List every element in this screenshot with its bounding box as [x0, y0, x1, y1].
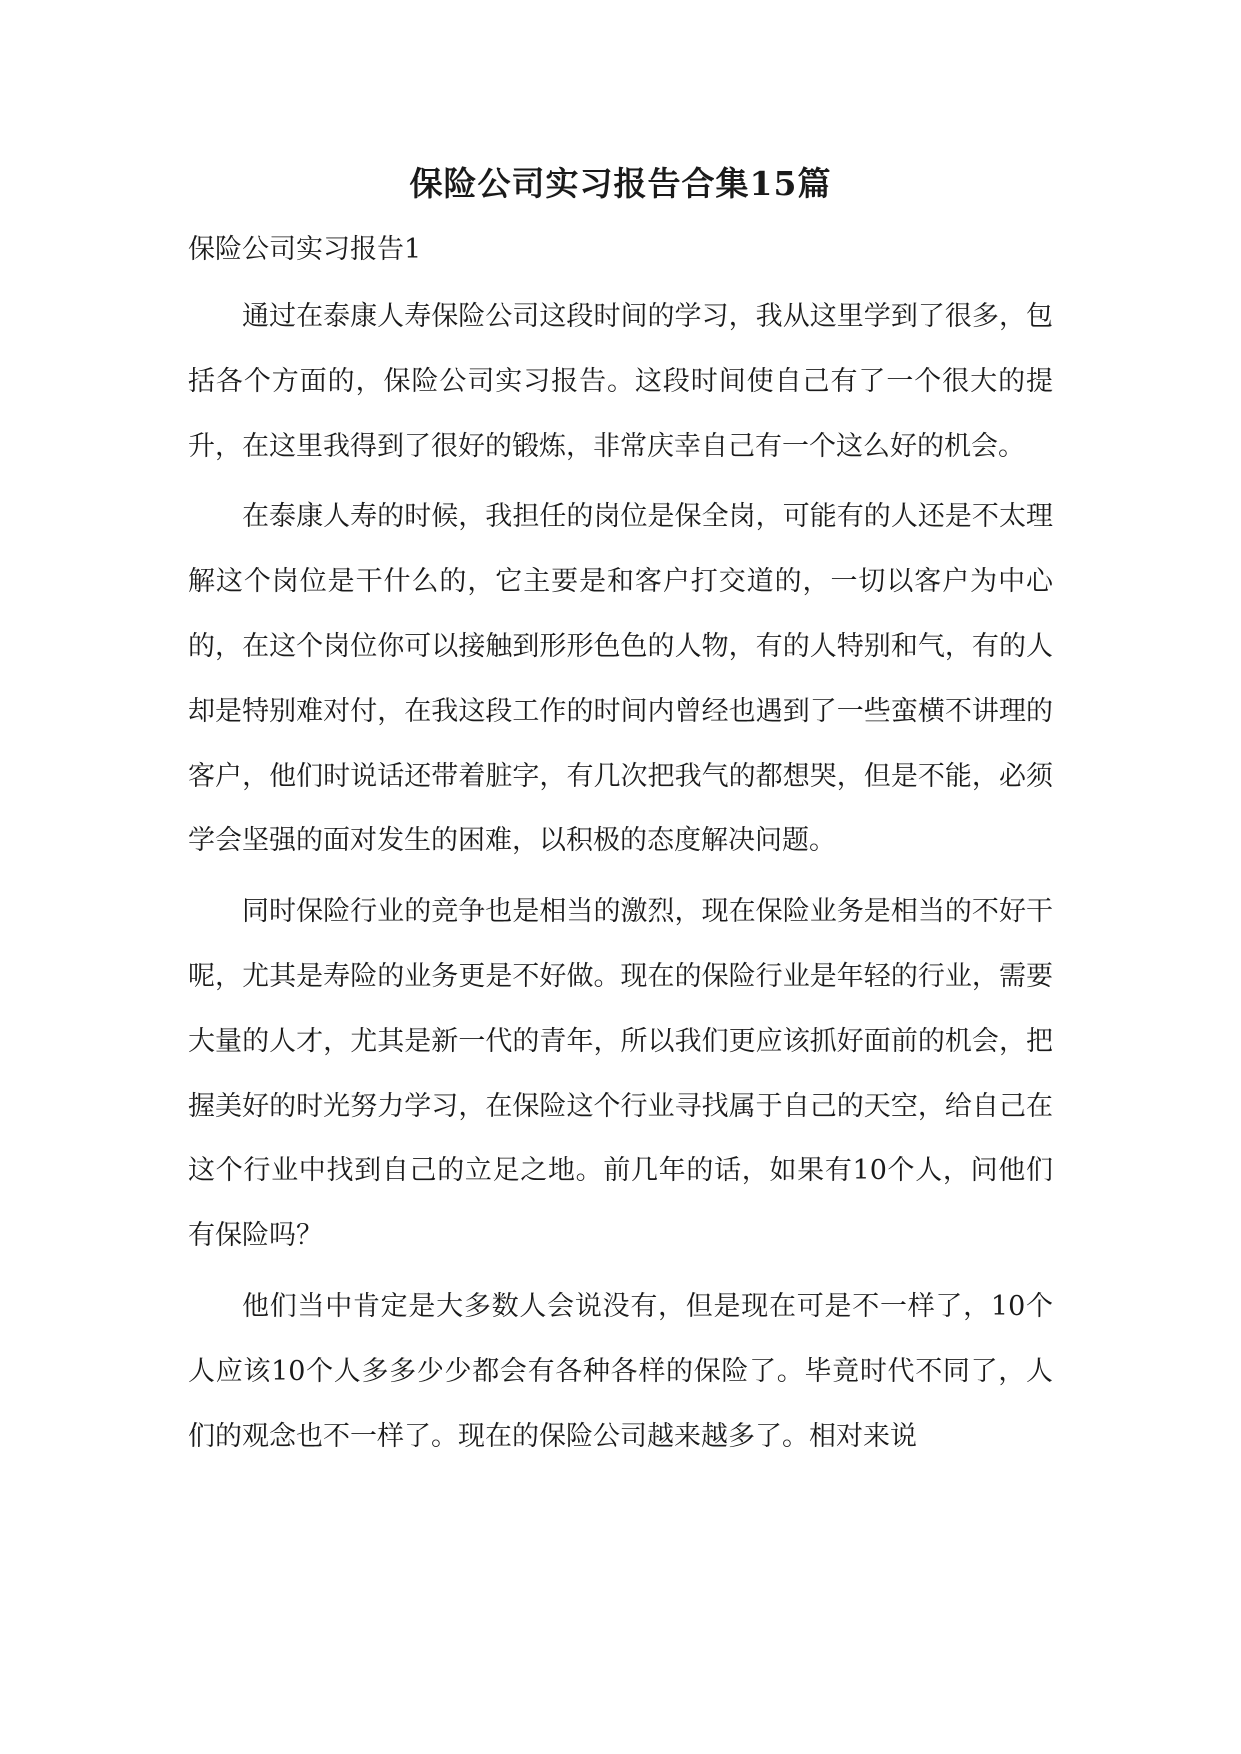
- paragraph: 在泰康人寿的时候，我担任的岗位是保全岗，可能有的人还是不太理解这个岗位是干什么的，它主要是和客户打交道的，一切以客户为中心的，在这个岗位你可以接触到形形色色的人物，有的人特别和气，有的人却是特别难对付，在我这段工作的时间内曾经也遇到了一些蛮横不讲理的客户，他们时说话还带着脏字，有几次把我气的都想哭，但是不能，必须学会坚强的面对发生的困难，以积极的态度解决问题。: [188, 501, 1053, 857]
- paragraph: 他们当中肯定是大多数人会说没有，但是现在可是不一样了，10个人应该10个人多多少少都会有各种各样的保险了。毕竟时代不同了，人们的观念也不一样了。现在的保险公司越来越多了。相对来说: [188, 1290, 1053, 1452]
- paragraph: 同时保险行业的竞争也是相当的激烈，现在保险业务是相当的不好干呢，尤其是寿险的业务更是不好做。现在的保险行业是年轻的行业，需要大量的人才，尤其是新一代的青年，所以我们更应该抓好面前的机会，把握美好的时光努力学习，在保险这个行业寻找属于自己的天空，给自己在这个行业中找到自己的立足之地。前几年的话，如果有10个人，问他们有保险吗？: [188, 896, 1053, 1252]
- section-heading: 保险公司实习报告1: [188, 234, 422, 265]
- document-body: [188, 285, 1053, 1475]
- document-title: 保险公司实习报告合集15篇: [409, 164, 832, 203]
- paragraph: 通过在泰康人寿保险公司这段时间的学习，我从这里学到了很多，包括各个方面的，保险公司实习报告。这段时间使自己有了一个很大的提升，在这里我得到了很好的锻炼，非常庆幸自己有一个这么好的机会。: [188, 301, 1053, 462]
